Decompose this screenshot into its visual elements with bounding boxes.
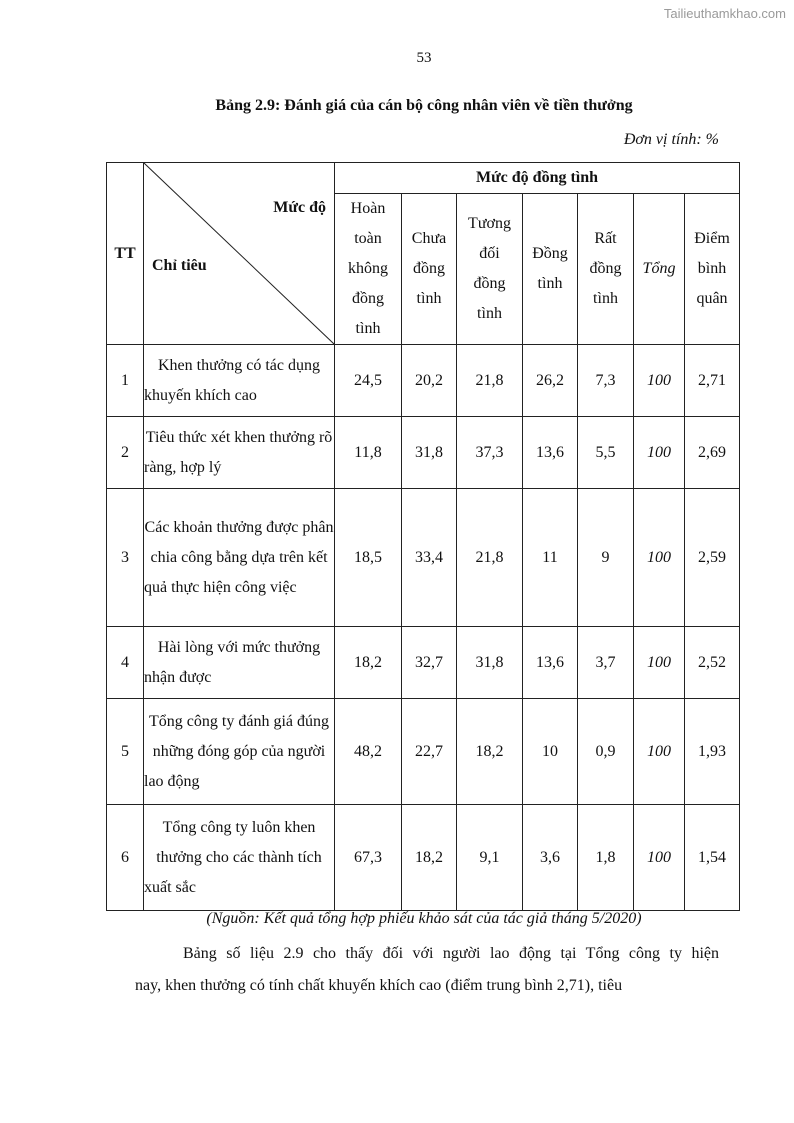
row-value-disagree: 32,7 [402, 627, 457, 699]
row-value-total: 100 [634, 489, 685, 627]
row-value-disagree: 20,2 [402, 345, 457, 417]
col-header-line: bình [697, 260, 727, 277]
col-header-line: đối [479, 245, 500, 262]
row-value-average-score: 1,54 [685, 805, 740, 911]
row-value-completely-disagree: 67,3 [335, 805, 402, 911]
row-value-strongly-agree: 0,9 [578, 699, 634, 805]
col-header-line: quân [696, 290, 728, 307]
row-value-total: 100 [634, 627, 685, 699]
col-header-line: Rất [594, 230, 617, 247]
page-number: 53 [416, 50, 432, 66]
col-header-line: đồng [473, 275, 506, 292]
row-value-strongly-agree: 7,3 [578, 345, 634, 417]
col-header-line: tình [416, 290, 442, 307]
row-value-total: 100 [634, 417, 685, 489]
row-value-agree: 13,6 [523, 627, 578, 699]
row-value-somewhat-agree: 21,8 [457, 345, 523, 417]
unit-note: Đơn vị tính: % [623, 131, 719, 148]
row-value-disagree: 22,7 [402, 699, 457, 805]
header-criterion-label: Chỉ tiêu [152, 257, 207, 274]
evaluation-table [106, 162, 740, 911]
row-number: 3 [107, 489, 144, 627]
col-header-line: đồng [413, 260, 445, 277]
col-header-somewhat-agree [457, 194, 523, 345]
col-header-total [634, 194, 685, 345]
row-value-agree: 3,6 [523, 805, 578, 911]
col-header-disagree [402, 194, 457, 345]
paragraph-line-1 [135, 938, 719, 970]
row-number: 2 [107, 417, 144, 489]
row-value-agree: 26,2 [523, 345, 578, 417]
row-criterion: Tiêu thức xét khen thưởng rõ ràng, hợp lý [144, 417, 335, 489]
row-value-agree: 10 [523, 699, 578, 805]
row-criterion: Hài lòng với mức thưởng nhận được [144, 627, 335, 699]
row-value-somewhat-agree: 21,8 [457, 489, 523, 627]
table-row [107, 627, 740, 699]
row-value-agree: 13,6 [523, 417, 578, 489]
col-header-line: tình [537, 275, 563, 292]
row-value-strongly-agree: 5,5 [578, 417, 634, 489]
row-value-completely-disagree: 11,8 [335, 417, 402, 489]
col-header-line: tình [477, 305, 502, 322]
table-row [107, 805, 740, 911]
row-value-somewhat-agree: 18,2 [457, 699, 523, 805]
row-value-somewhat-agree: 37,3 [457, 417, 523, 489]
row-value-disagree: 31,8 [402, 417, 457, 489]
row-number: 4 [107, 627, 144, 699]
row-number: 5 [107, 699, 144, 805]
row-value-completely-disagree: 48,2 [335, 699, 402, 805]
row-value-agree: 11 [523, 489, 578, 627]
header-agreement-group: Mức độ đồng tình [335, 163, 740, 194]
header-tt: TT [107, 163, 144, 345]
row-value-completely-disagree: 24,5 [335, 345, 402, 417]
col-header-line: Hoàn [350, 200, 386, 217]
table-row [107, 417, 740, 489]
col-header-line: Tổng [642, 260, 676, 277]
col-header-completely-disagree [335, 194, 402, 345]
paragraph-line-1-text: Bảng số liệu 2.9 cho thấy đối với người lao động tại Tổng công ty hiện [183, 945, 719, 962]
col-header-line: đồng [589, 260, 622, 277]
col-header-line: đồng [352, 290, 384, 307]
row-value-completely-disagree: 18,2 [335, 627, 402, 699]
table-title: Bảng 2.9: Đánh giá của cán bộ công nhân viên về tiền thưởng [215, 97, 633, 114]
col-header-line: Chưa [411, 230, 447, 247]
col-header-strongly-agree [578, 194, 634, 345]
row-value-total: 100 [634, 345, 685, 417]
source-note: (Nguồn: Kết quả tổng hợp phiếu khảo sát của tác giả tháng 5/2020) [206, 910, 642, 927]
col-header-average-score [685, 194, 740, 345]
row-value-strongly-agree: 3,7 [578, 627, 634, 699]
row-criterion: Tổng công ty luôn khen thưởng cho các thành tích xuất sắc [144, 805, 335, 911]
table-row [107, 489, 740, 627]
col-header-line: tình [593, 290, 618, 307]
row-value-somewhat-agree: 9,1 [457, 805, 523, 911]
row-value-total: 100 [634, 805, 685, 911]
col-header-line: Tương [468, 215, 511, 232]
row-value-strongly-agree: 1,8 [578, 805, 634, 911]
row-criterion: Tổng công ty đánh giá đúng những đóng góp của người lao động [144, 699, 335, 805]
table-row [107, 699, 740, 805]
row-value-completely-disagree: 18,5 [335, 489, 402, 627]
col-header-agree [523, 194, 578, 345]
col-header-line: không [348, 260, 388, 277]
col-header-line: Đồng [532, 245, 568, 262]
row-value-average-score: 1,93 [685, 699, 740, 805]
col-header-line: tình [355, 320, 381, 337]
col-header-line: Điểm [694, 230, 730, 247]
table-row [107, 345, 740, 417]
row-value-average-score: 2,52 [685, 627, 740, 699]
row-value-average-score: 2,69 [685, 417, 740, 489]
row-value-average-score: 2,71 [685, 345, 740, 417]
row-value-strongly-agree: 9 [578, 489, 634, 627]
col-header-line: toàn [354, 230, 382, 247]
header-level-label: Mức độ [273, 199, 326, 216]
paragraph-line-2: nay, khen thưởng có tính chất khuyến khích cao (điểm trung bình 2,71), tiêu [135, 977, 623, 994]
row-value-total: 100 [634, 699, 685, 805]
header-diagonal-cell [144, 163, 335, 345]
row-number: 6 [107, 805, 144, 911]
row-number: 1 [107, 345, 144, 417]
row-value-average-score: 2,59 [685, 489, 740, 627]
row-value-disagree: 33,4 [402, 489, 457, 627]
watermark: Tailieuthamkhao.com [663, 6, 786, 21]
row-criterion: Các khoản thưởng được phân chia công bằng dựa trên kết quả thực hiện công việc [144, 489, 335, 627]
row-value-somewhat-agree: 31,8 [457, 627, 523, 699]
row-value-disagree: 18,2 [402, 805, 457, 911]
row-criterion: Khen thưởng có tác dụng khuyến khích cao [144, 345, 335, 417]
